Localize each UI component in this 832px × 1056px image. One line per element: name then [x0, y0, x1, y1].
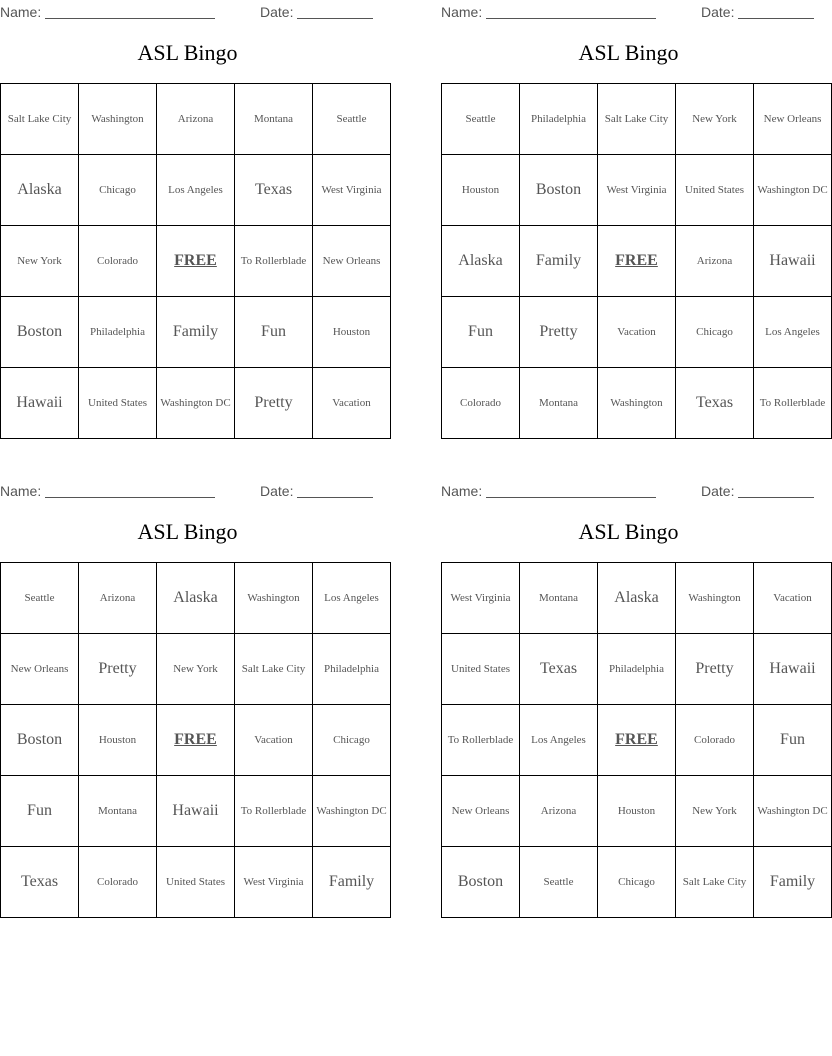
bingo-cell[interactable]: Arizona	[520, 776, 598, 847]
grid-row	[442, 226, 832, 297]
bingo-cell[interactable]: To Rollerblade	[754, 368, 832, 439]
bingo-cell[interactable]: Family	[157, 297, 235, 368]
name-blank-line[interactable]	[45, 483, 215, 498]
bingo-cell[interactable]: Hawaii	[157, 776, 235, 847]
grid-row	[442, 84, 832, 155]
bingo-cell[interactable]: United States	[79, 368, 157, 439]
bingo-cell[interactable]: Montana	[235, 84, 313, 155]
grid-row	[1, 563, 391, 634]
bingo-cell[interactable]: Colorado	[676, 705, 754, 776]
bingo-cell[interactable]: Washington	[676, 563, 754, 634]
bingo-cell[interactable]: To Rollerblade	[235, 226, 313, 297]
card-title: ASL Bingo	[137, 40, 238, 65]
bingo-cell[interactable]: Pretty	[520, 297, 598, 368]
date-label: Date:	[701, 483, 735, 499]
bingo-cell[interactable]: Alaska	[1, 155, 79, 226]
bingo-cell[interactable]: United States	[157, 847, 235, 918]
bingo-cell[interactable]: Vacation	[754, 563, 832, 634]
bingo-grid	[0, 562, 391, 918]
date-label: Date:	[260, 483, 294, 499]
grid-row	[442, 155, 832, 226]
bingo-cell[interactable]: Chicago	[313, 705, 391, 776]
name-field	[441, 2, 656, 20]
bingo-cell[interactable]: Fun	[235, 297, 313, 368]
name-blank-line[interactable]	[486, 4, 656, 19]
bingo-cell[interactable]: Family	[754, 847, 832, 918]
bingo-cell[interactable]: Alaska	[442, 226, 520, 297]
bingo-cell[interactable]: Boston	[1, 705, 79, 776]
bingo-cell[interactable]: Pretty	[676, 634, 754, 705]
bingo-cell[interactable]: Houston	[79, 705, 157, 776]
grid-row	[1, 226, 391, 297]
bingo-cell[interactable]: Boston	[442, 847, 520, 918]
grid-row	[1, 155, 391, 226]
bingo-cell[interactable]: Houston	[598, 776, 676, 847]
bingo-cell[interactable]: Washington	[235, 563, 313, 634]
name-date-row	[0, 481, 375, 501]
date-label: Date:	[260, 4, 294, 20]
bingo-cell[interactable]: Hawaii	[1, 368, 79, 439]
name-date-row	[0, 2, 375, 22]
bingo-cell[interactable]: Montana	[520, 563, 598, 634]
bingo-cell[interactable]: Pretty	[235, 368, 313, 439]
name-label: Name:	[441, 483, 483, 499]
name-label: Name:	[0, 4, 42, 20]
bingo-cell[interactable]: Philadelphia	[520, 84, 598, 155]
name-date-row	[441, 481, 816, 501]
date-label: Date:	[701, 4, 735, 20]
bingo-cell[interactable]: Fun	[754, 705, 832, 776]
bingo-grid	[441, 562, 832, 918]
grid-row	[442, 705, 832, 776]
bingo-cell[interactable]: Colorado	[442, 368, 520, 439]
bingo-cell[interactable]: Alaska	[157, 563, 235, 634]
bingo-cell[interactable]: Arizona	[676, 226, 754, 297]
bingo-cell[interactable]: Washington DC	[157, 368, 235, 439]
bingo-cell[interactable]: Seattle	[1, 563, 79, 634]
grid-row	[442, 634, 832, 705]
bingo-cell[interactable]: United States	[676, 155, 754, 226]
bingo-cell[interactable]: Los Angeles	[520, 705, 598, 776]
name-blank-line[interactable]	[486, 483, 656, 498]
bingo-cell[interactable]: New Orleans	[442, 776, 520, 847]
date-blank-line[interactable]	[297, 483, 373, 498]
bingo-cell[interactable]: Montana	[79, 776, 157, 847]
date-blank-line[interactable]	[738, 4, 814, 19]
bingo-cell[interactable]: Arizona	[157, 84, 235, 155]
bingo-cell[interactable]: Salt Lake City	[1, 84, 79, 155]
bingo-cell[interactable]: Washington	[598, 368, 676, 439]
grid-row	[1, 297, 391, 368]
bingo-cell[interactable]: New York	[676, 776, 754, 847]
bingo-cell[interactable]: Seattle	[520, 847, 598, 918]
bingo-cell[interactable]: New Orleans	[754, 84, 832, 155]
bingo-cell[interactable]: New York	[676, 84, 754, 155]
free-space-cell[interactable]: FREE	[157, 705, 235, 776]
bingo-cell[interactable]: Washington DC	[754, 155, 832, 226]
card-title: ASL Bingo	[578, 519, 679, 544]
bingo-cell[interactable]: Washington	[79, 84, 157, 155]
bingo-grid	[0, 83, 391, 439]
grid-row	[442, 563, 832, 634]
free-space-cell[interactable]: FREE	[598, 705, 676, 776]
bingo-cell[interactable]: Fun	[442, 297, 520, 368]
grid-row	[1, 84, 391, 155]
grid-row	[442, 776, 832, 847]
name-field	[441, 481, 656, 499]
bingo-cell[interactable]: Philadelphia	[598, 634, 676, 705]
bingo-cell[interactable]: Texas	[676, 368, 754, 439]
grid-row	[1, 705, 391, 776]
bingo-cell[interactable]: Washington DC	[313, 776, 391, 847]
card-title: ASL Bingo	[578, 40, 679, 65]
bingo-cell[interactable]: Salt Lake City	[598, 84, 676, 155]
bingo-cell[interactable]: Vacation	[235, 705, 313, 776]
bingo-cell[interactable]: New Orleans	[1, 634, 79, 705]
bingo-grid	[441, 83, 832, 439]
grid-row	[1, 776, 391, 847]
bingo-cell[interactable]: Seattle	[313, 84, 391, 155]
bingo-cell[interactable]: Houston	[313, 297, 391, 368]
bingo-cell[interactable]: Texas	[520, 634, 598, 705]
bingo-cell[interactable]: Chicago	[79, 155, 157, 226]
bingo-cell[interactable]: Arizona	[79, 563, 157, 634]
bingo-cell[interactable]: Houston	[442, 155, 520, 226]
date-field	[701, 2, 814, 20]
name-label: Name:	[0, 483, 42, 499]
bingo-cell[interactable]: West Virginia	[442, 563, 520, 634]
bingo-cell[interactable]: Philadelphia	[313, 634, 391, 705]
bingo-cell[interactable]: Alaska	[598, 563, 676, 634]
name-label: Name:	[441, 4, 483, 20]
bingo-cell[interactable]: West Virginia	[313, 155, 391, 226]
name-blank-line[interactable]	[45, 4, 215, 19]
bingo-cell[interactable]: Boston	[520, 155, 598, 226]
bingo-cell[interactable]: Los Angeles	[157, 155, 235, 226]
bingo-cell[interactable]: New York	[1, 226, 79, 297]
bingo-cell[interactable]: To Rollerblade	[235, 776, 313, 847]
bingo-cell[interactable]: Chicago	[676, 297, 754, 368]
date-blank-line[interactable]	[738, 483, 814, 498]
bingo-cell[interactable]: Montana	[520, 368, 598, 439]
bingo-cell[interactable]: New York	[157, 634, 235, 705]
bingo-cell[interactable]: Vacation	[598, 297, 676, 368]
bingo-cell[interactable]: Colorado	[79, 847, 157, 918]
bingo-cell[interactable]: Hawaii	[754, 634, 832, 705]
grid-row	[1, 368, 391, 439]
bingo-cell[interactable]: Pretty	[79, 634, 157, 705]
bingo-cell[interactable]: Salt Lake City	[235, 634, 313, 705]
bingo-cell[interactable]: Seattle	[442, 84, 520, 155]
bingo-cell[interactable]: West Virginia	[235, 847, 313, 918]
bingo-cell[interactable]: Fun	[1, 776, 79, 847]
grid-row	[442, 368, 832, 439]
date-field	[260, 2, 373, 20]
name-date-row	[441, 2, 816, 22]
card-title: ASL Bingo	[137, 519, 238, 544]
free-space-cell[interactable]: FREE	[598, 226, 676, 297]
bingo-cell[interactable]: United States	[442, 634, 520, 705]
bingo-cell[interactable]: To Rollerblade	[442, 705, 520, 776]
bingo-cell[interactable]: Family	[520, 226, 598, 297]
bingo-cell[interactable]: Texas	[1, 847, 79, 918]
bingo-cell[interactable]: West Virginia	[598, 155, 676, 226]
bingo-cell[interactable]: Los Angeles	[313, 563, 391, 634]
bingo-cell[interactable]: Philadelphia	[79, 297, 157, 368]
grid-row	[1, 847, 391, 918]
bingo-cell[interactable]: Boston	[1, 297, 79, 368]
date-field	[701, 481, 814, 499]
bingo-cell[interactable]: Family	[313, 847, 391, 918]
grid-row	[1, 634, 391, 705]
bingo-cell[interactable]: Texas	[235, 155, 313, 226]
bingo-cell[interactable]: New Orleans	[313, 226, 391, 297]
date-field	[260, 481, 373, 499]
free-space-cell[interactable]: FREE	[157, 226, 235, 297]
grid-row	[442, 297, 832, 368]
name-field	[0, 2, 215, 20]
bingo-cell[interactable]: Colorado	[79, 226, 157, 297]
bingo-cell[interactable]: Chicago	[598, 847, 676, 918]
bingo-cell[interactable]: Hawaii	[754, 226, 832, 297]
grid-row	[442, 847, 832, 918]
bingo-cell[interactable]: Los Angeles	[754, 297, 832, 368]
bingo-cell[interactable]: Vacation	[313, 368, 391, 439]
name-field	[0, 481, 215, 499]
bingo-cell[interactable]: Washington DC	[754, 776, 832, 847]
bingo-cell[interactable]: Salt Lake City	[676, 847, 754, 918]
date-blank-line[interactable]	[297, 4, 373, 19]
